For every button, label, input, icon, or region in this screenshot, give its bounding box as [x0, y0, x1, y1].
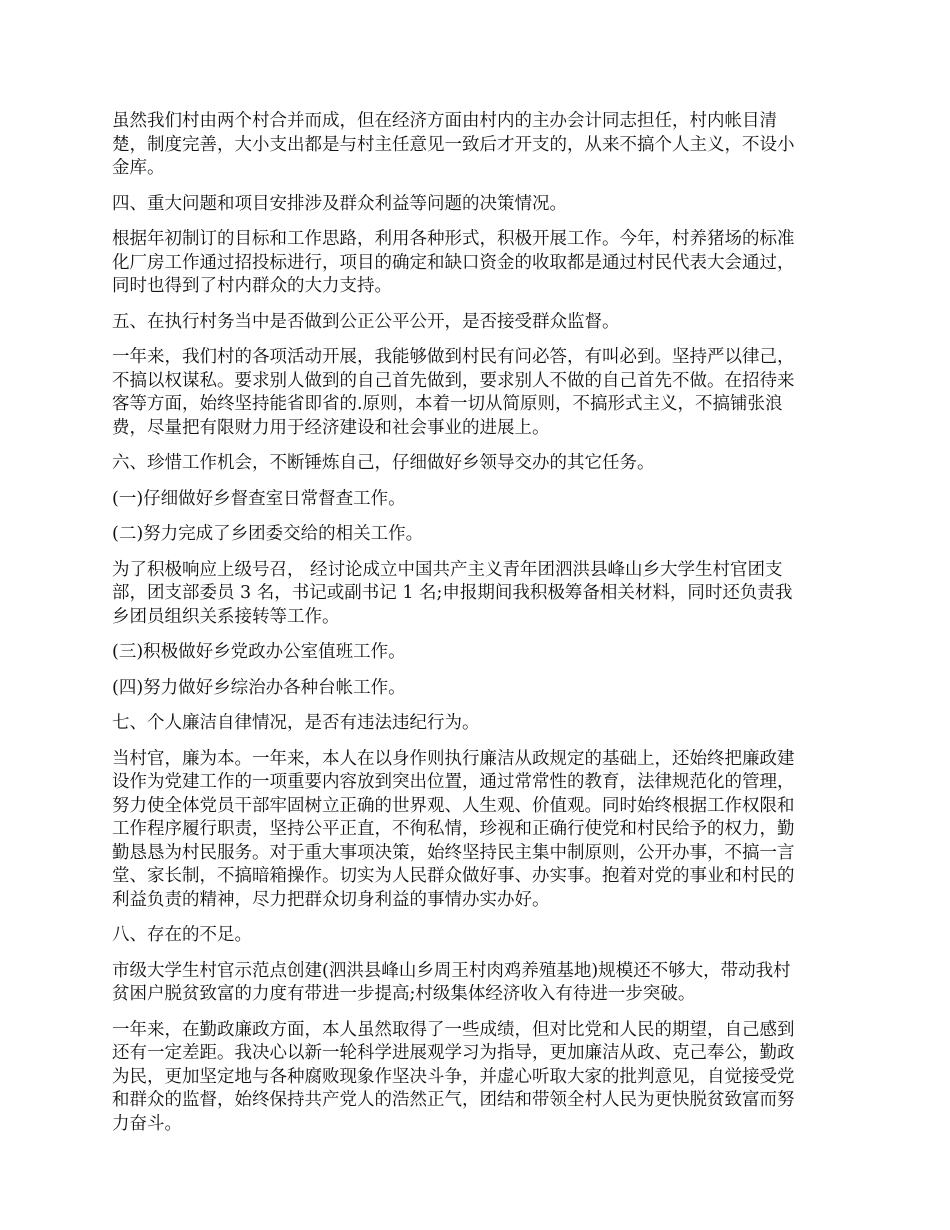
section-heading-4: 四、重大问题和项目安排涉及群众利益等问题的决策情况。	[112, 193, 567, 214]
section-heading-7: 七、个人廉洁自律情况，是否有违法违纪行为。	[112, 713, 480, 733]
paragraph-2: 根据年初制订的目标和工作思路，利用各种形式，积极开展工作。今年，村养猪场的标准 化厂房工作通过招投标进行，项目的确定和缺口资金的收取都是通过村民代表大会通过， 同时也得到了村内群众的大力支持。	[112, 229, 795, 296]
subitem-2: (二)努力完成了乡团委交给的相关工作。	[112, 524, 424, 544]
subitem-3: (三)积极做好乡党政办公室值班工作。	[112, 642, 406, 662]
paragraph-5: 当村官，廉为本。一年来，本人在以身作则执行廉洁从政规定的基础上，还始终把廉政建 设作为党建工作的一项重要内容放到突出位置，通过常常性的教育，法律规范化的管理， 努力使全体党员干部牢固树立正确的世界观、人生观、价值观。同时始终根据工作权限和 工作程序履行职责，坚持公平正直，不徇私情，珍视和正确行使党和村民给予的权力，勤 勤恳恳为村民服务。对于重大事项决策，始终坚持民主集中制原则，公开办事，不搞一言 堂、家长制，不搞暗箱操作。切实为人民群众做好事、办实事。抱着对党的事业和村民的 利益负责的精神，尽力把群众切身利益的事情办实办好。	[112, 748, 795, 910]
paragraph-7: 一年来，在勤政廉政方面，本人虽然取得了一些成绩，但对比党和人民的期望，自己感到 还有一定差距。我决心以新一轮科学进展观学习为指导，更加廉洁从政、克己奉公，勤政 为民，更加坚定地与各种腐败现象作坚决斗争，并虚心听取大家的批判意见，自觉接受党 和群众的监督，始终保持共产党人的浩然正气，团结和带领全村人民为更快脱贫致富而努 力奋斗。	[112, 1019, 795, 1134]
paragraph-4: 为了积极响应上级号召， 经讨论成立中国共产主义青年团泗洪县峰山乡大学生村官团支 部，团支部委员 3 名，书记或副书记 1 名;申报期间我积极筹备相关材料，同时还负责我 乡团员组织关系接转等工作。	[112, 559, 793, 627]
paragraph-3: 一年来，我们村的各项活动开展，我能够做到村民有问必答，有叫必到。坚持严以律己， 不搞以权谋私。要求别人做到的自己首先做到，要求别人不做的自己首先不做。在招待来 客等方面，始终坚持能省即省的.原则，本着一切从简原则，不搞形式主义，不搞铺张浪 费，尽量把有限财力用于经济建设和社会事业的进展上。	[112, 347, 795, 438]
paragraph-1: 虽然我们村由两个村合并而成，但在经济方面由村内的主办会计同志担任，村内帐目清 楚，制度完善，大小支出都是与村主任意见一致后才开支的，从来不搞个人主义，不设小 金库。	[112, 111, 795, 178]
subitem-4: (四)努力做好乡综治办各种台帐工作。	[112, 677, 406, 698]
section-heading-6: 六、珍惜工作机会，不断锤炼自己，仔细做好乡领导交办的其它任务。	[112, 453, 655, 473]
subitem-1: (一)仔细做好乡督查室日常督查工作。	[112, 488, 406, 509]
section-heading-5: 五、在执行村务当中是否做到公正公平公开，是否接受群众监督。	[112, 311, 620, 332]
section-heading-8: 八、存在的不足。	[112, 925, 252, 945]
paragraph-6: 市级大学生村官示范点创建(泗洪县峰山乡周王村肉鸡养殖基地)规模还不够大，带动我村 贫困户脱贫致富的力度有带进一步提高;村级集体经济收入有待进一步突破。	[112, 960, 791, 1004]
